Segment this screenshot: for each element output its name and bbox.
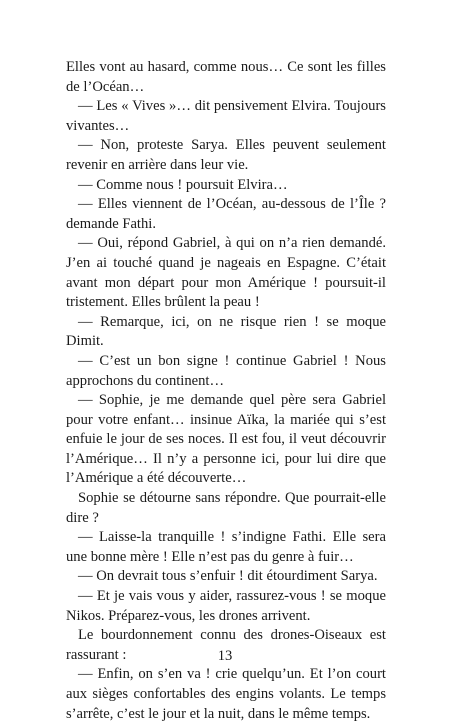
paragraph: — Non, proteste Sarya. Elles peuvent seulement revenir en arrière dans leur vie. <box>66 137 386 173</box>
paragraph: Le bourdonnement connu des drones-Oiseaux est rassurant : <box>66 627 386 663</box>
paragraph: — Remarque, ici, on ne risque rien ! se moque Dimit. <box>66 313 386 350</box>
paragraph: — Laisse-la tranquille ! s’indigne Fathi. Elle sera une bonne mère ! Elle n’est pas du genre à fuir… <box>66 529 386 565</box>
paragraph: — Sophie, je me demande quel père sera Gabriel pour votre enfant… insinue Aïka, la mariée qui s’est enfuie le jour de ses noces. Il est fou, il veut découvrir l’Amérique… Il n’y a personne ici, pour lui dire que l’Amérique a été découverte… <box>66 392 386 487</box>
page-number: 13 <box>217 648 233 664</box>
paragraph: — Et je vais vous y aider, rassurez-vous ! se moque Nikos. Préparez-vous, les drones arrivent. <box>66 588 386 624</box>
paragraph: — C’est un bon signe ! continue Gabriel ! Nous approchons du continent… <box>66 352 386 389</box>
paragraph: — Oui, répond Gabriel, à qui on n’a rien demandé. J’en ai touché quand je nageais en Espagne. C’était avant mon départ pour mon Amérique ! poursuit-il tristement. Elles brûlent la peau ! <box>66 235 386 311</box>
paragraph: — Enfin, on s’en va ! crie quelqu’un. Et l’on court aux sièges confortables des engins volants. Le temps s’arrête, c’est le jour et la nuit, dans le même temps. <box>66 666 386 722</box>
paragraph: — On devrait tous s’enfuir ! dit étourdiment Sarya. <box>78 568 378 585</box>
paragraph: — Elles viennent de l’Océan, au-dessous de l’Île ? demande Fathi. <box>66 196 386 232</box>
body-text <box>66 58 386 724</box>
paragraph: Elles vont au hasard, comme nous… Ce sont les filles de l’Océan… <box>66 59 386 95</box>
paragraph: Sophie se détourne sans répondre. Que pourrait-elle dire ? <box>66 490 386 526</box>
paragraph: — Les « Vives »… dit pensivement Elvira. Toujours vivantes… <box>66 98 386 134</box>
paragraph: — Comme nous ! poursuit Elvira… <box>78 176 288 193</box>
